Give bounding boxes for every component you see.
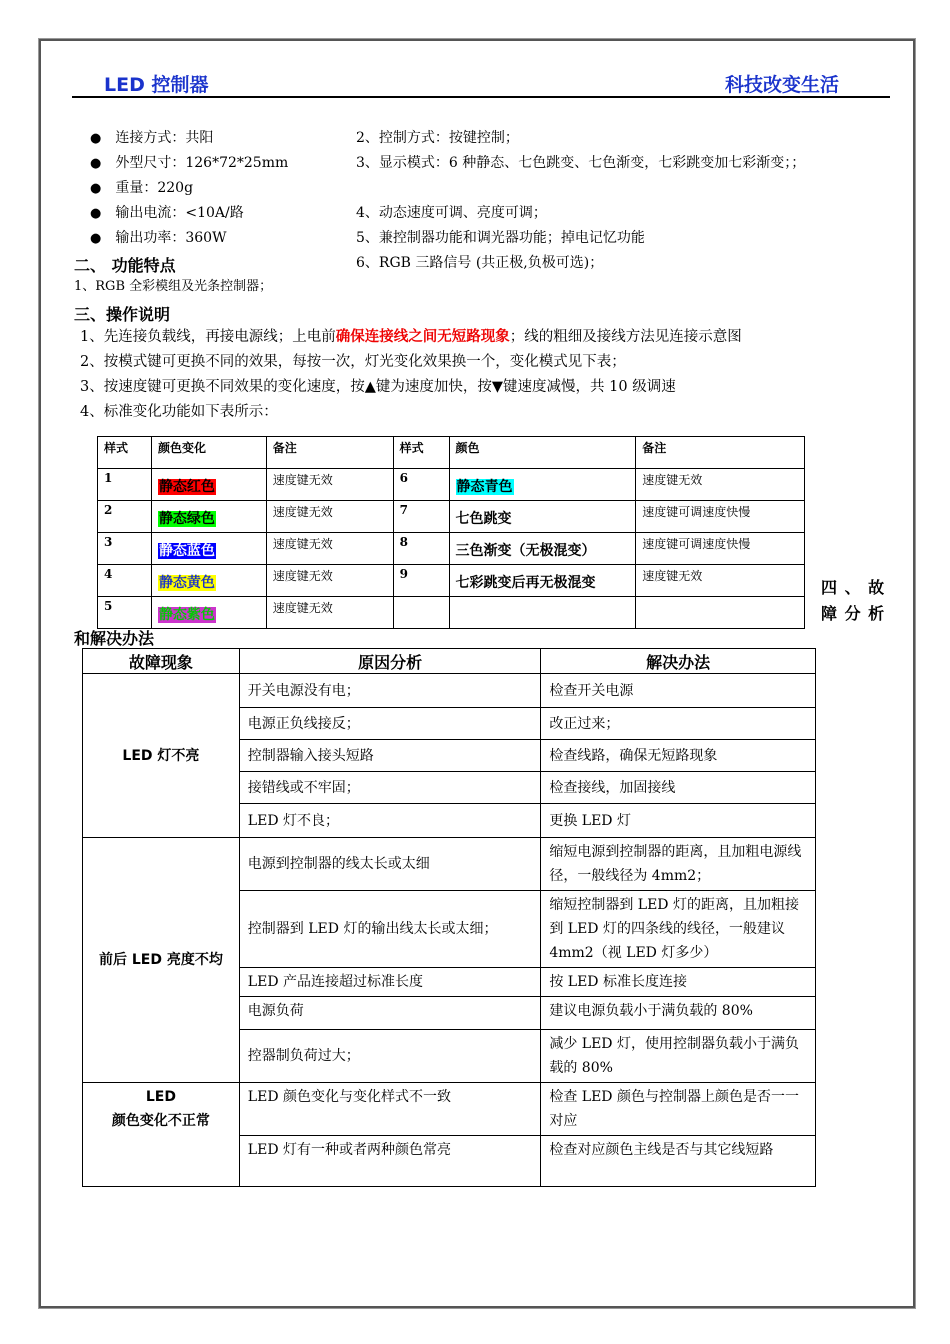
table-row [83,1083,816,1136]
bullet-icon: ● [90,206,102,221]
table-row [83,838,816,891]
mode-name [151,597,266,629]
fault-cause: 控制器输入接头短路 [239,740,541,772]
feature-item: 4、动态速度可调、亮度可调； [356,205,547,221]
fault-cause: LED 灯有一种或者两种颜色常亮 [239,1136,541,1187]
fault-fix: 检查对应颜色主线是否与其它线短路 [541,1136,816,1187]
section-title-fault-c: 和解决办法 [74,629,155,648]
mode-name: 七色跳变 [449,501,636,533]
fault-fix: 缩短电源到控制器的距离，且加粗电源线径，一般线径为 4mm2； [541,838,816,891]
header-cell: 样式 [98,437,152,469]
feature-item: 3、显示模式：6 种静态、七色跳变、七色渐变，七彩跳变加七彩渐变；； [356,155,806,171]
mode-number: 2 [98,501,152,533]
fault-phenomenon: 前后 LED 亮度不均 [83,838,240,1083]
mode-note: 速度键无效 [266,597,393,629]
operation-line: 3、按速度键可更换不同效果的变化速度，按▲键为速度加快，按▼键速度减慢，共 10 级调速 [80,379,676,395]
color-swatch-yellow: 静态黄色 [158,574,215,591]
fault-table [82,648,816,1187]
header-rule [72,96,890,98]
mode-number: 9 [393,565,449,597]
warning-text: 确保连接线之间无短路现象 [335,328,510,345]
fault-fix: 减少 LED 灯，使用控制器负载小于满负载的 80% [541,1030,816,1083]
bullet-icon: ● [90,131,102,146]
mode-note: 速度键无效 [266,469,393,501]
table-header-row [98,437,805,469]
feature-item: 6、RGB 三路信号 (共正极,负极可选)； [356,255,604,271]
header-cell: 备注 [266,437,393,469]
fault-phenomenon: LED 灯不亮 [83,674,240,838]
mode-number: 6 [393,469,449,501]
fault-fix: 检查开关电源 [541,674,816,708]
spec-item: ● 输出电流：<10A/路 [90,205,244,221]
mode-name [449,597,636,629]
fault-fix: 缩短控制器到 LED 灯的距离，且加粗接到 LED 灯的四条线的线径，一般建议 4mm2（视 LED 灯多少） [541,891,816,968]
color-swatch-purple: 静态紫色 [158,606,215,623]
mode-note: 速度键无效 [266,565,393,597]
color-swatch-cyan: 静态青色 [456,478,513,495]
section-title-operation: 三、操作说明 [74,305,171,324]
fault-fix: 改正过来； [541,708,816,740]
fault-cause: LED 颜色变化与变化样式不一致 [239,1083,541,1136]
fault-cause: LED 产品连接超过标准长度 [239,968,541,997]
table-row [98,469,805,501]
spec-item: ● 外型尺寸：126*72*25mm [90,155,289,171]
header-cell: 备注 [636,437,805,469]
operation-line: 1、先连接负载线，再接电源线；上电前确保连接线之间无短路现象；线的粗细及接线方法见连接示意图 [80,328,742,345]
fault-phenomenon: LED 颜色变化不正常 [83,1083,240,1187]
header-slogan: 科技改变生活 [725,74,840,96]
mode-name [151,501,266,533]
fault-fix: 按 LED 标准长度连接 [541,968,816,997]
bullet-icon: ● [90,181,102,196]
header-cell: 故障现象 [83,649,240,674]
fault-cause: 控制器到 LED 灯的输出线太长或太细； [239,891,541,968]
table-header-row [83,649,816,674]
fault-fix: 更换 LED 灯 [541,804,816,838]
mode-name: 七彩跳变后再无极混变 [449,565,636,597]
section-title-fault-b: 障 分 析 [821,604,886,623]
mode-note: 速度键可调速度快慢 [636,501,805,533]
fault-cause: 控器制负荷过大； [239,1030,541,1083]
operation-line: 2、按模式键可更换不同的效果，每按一次，灯光变化效果换一个，变化模式见下表； [80,354,626,370]
mode-name [151,565,266,597]
table-row [98,565,805,597]
mode-note [636,597,805,629]
header-cell: 解决办法 [541,649,816,674]
fault-cause: 电源正负线接反； [239,708,541,740]
spec-item: ● 重量：220g [90,180,194,196]
fault-cause: 开关电源没有电； [239,674,541,708]
table-row [83,674,816,708]
operation-line: 4、标准变化功能如下表所示： [80,404,278,420]
fault-fix: 检查线路，确保无短路现象 [541,740,816,772]
mode-number: 3 [98,533,152,565]
mode-number: 5 [98,597,152,629]
spec-item: ● 输出功率：360W [90,230,227,246]
spec-item: ● 连接方式：共阳 [90,130,214,146]
header-title: LED 控制器 [104,74,209,96]
color-swatch-blue: 静态蓝色 [158,542,215,559]
table-row [98,501,805,533]
mode-name [151,533,266,565]
fault-fix: 检查接线，加固接线 [541,772,816,804]
section-title-features: 二、 功能特点 [74,256,176,275]
header-cell: 颜色 [449,437,636,469]
mode-number: 4 [98,565,152,597]
section-title-fault-a: 四 、 故 [821,578,886,597]
mode-number [393,597,449,629]
color-swatch-green: 静态绿色 [158,510,215,527]
header-cell: 颜色变化 [151,437,266,469]
mode-table [97,436,805,629]
fault-fix: 检查 LED 颜色与控制器上颜色是否一一对应 [541,1083,816,1136]
fault-cause: 接错线或不牢固； [239,772,541,804]
mode-number: 7 [393,501,449,533]
feature-item: 2、控制方式：按键控制； [356,130,519,146]
feature-item: 5、兼控制器功能和调光器功能；掉电记忆功能 [356,230,645,246]
bullet-icon: ● [90,231,102,246]
color-swatch-red: 静态红色 [158,478,215,495]
mode-note: 速度键无效 [266,501,393,533]
mode-note: 速度键无效 [266,533,393,565]
mode-note: 速度键无效 [636,469,805,501]
bullet-icon: ● [90,156,102,171]
fault-cause: 电源到控制器的线太长或太细 [239,838,541,891]
mode-name [449,469,636,501]
fault-fix: 建议电源负载小于满负载的 80% [541,997,816,1030]
table-row [98,533,805,565]
table-row [98,597,805,629]
mode-note: 速度键可调速度快慢 [636,533,805,565]
mode-number: 8 [393,533,449,565]
header-cell: 样式 [393,437,449,469]
fault-cause: LED 灯不良； [239,804,541,838]
mode-name: 三色渐变（无极混变） [449,533,636,565]
mode-note: 速度键无效 [636,565,805,597]
mode-number: 1 [98,469,152,501]
fault-cause: 电源负荷 [239,997,541,1030]
mode-name [151,469,266,501]
header-cell: 原因分析 [239,649,541,674]
feature-line: 1、RGB 全彩模组及光条控制器； [74,279,273,294]
